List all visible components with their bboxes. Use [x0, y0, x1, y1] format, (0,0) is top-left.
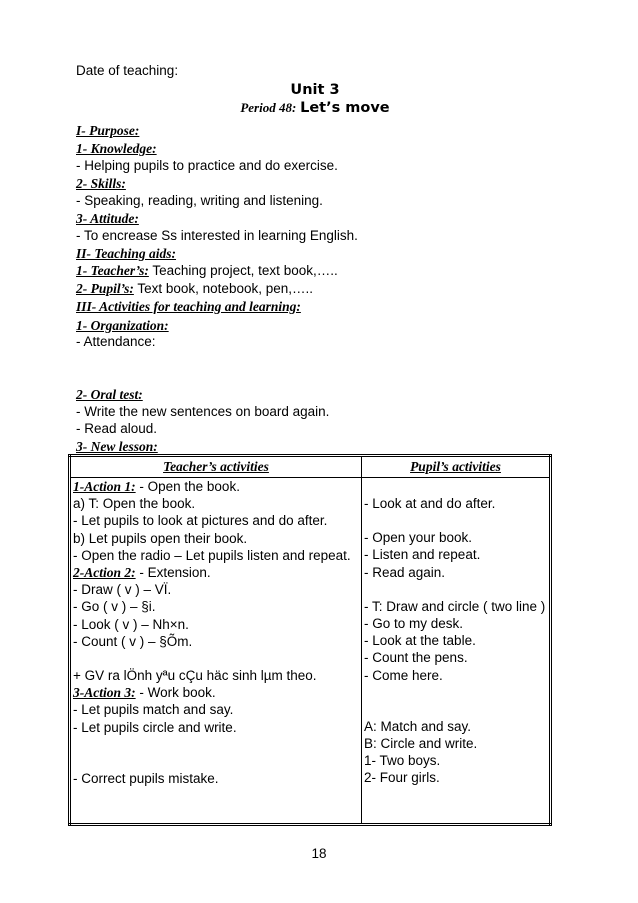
teacher-line: - Go ( v ) – §i. — [73, 599, 156, 615]
pupil-line: B: Circle and write. — [364, 736, 478, 752]
activities-heading: III- Activities for teaching and learning: — [76, 299, 301, 314]
organization-heading: 1- Organization: — [76, 318, 169, 333]
pupil-line: A: Match and say. — [364, 718, 472, 734]
pupils-aids — [76, 280, 313, 297]
aids-heading: II- Teaching aids: — [76, 246, 177, 261]
skills-heading: 2- Skills: — [76, 176, 126, 191]
pupils-text: Text book, notebook, pen,….. — [133, 281, 313, 296]
teacher-column-header: Teacher’s activities — [70, 456, 362, 478]
blank-line — [73, 736, 359, 770]
attitude-heading: 3- Attitude: — [76, 211, 139, 226]
action-1-line — [73, 478, 359, 495]
table-header-row — [70, 456, 551, 478]
pupil-line: - Open your book. — [364, 530, 473, 546]
teacher-line: a) T: Open the book. — [73, 496, 196, 512]
teacher-line: - Let pupils match and say. — [73, 702, 234, 718]
knowledge-heading: 1- Knowledge: — [76, 141, 157, 156]
teacher-line: - Let pupils to look at pictures and do after. — [73, 513, 328, 529]
teacher-line: - Count ( v ) – §Õm. — [73, 633, 193, 649]
activities-table — [68, 454, 552, 826]
blank-line — [73, 650, 359, 667]
action-3-text: - Work book. — [135, 685, 216, 701]
teacher-line: - Look ( v ) – Nh×n. — [73, 616, 189, 632]
pupil-line: - Look at and do after. — [364, 496, 496, 511]
action-2-label: 2-Action 2: — [73, 565, 136, 581]
blank-line — [364, 684, 547, 718]
new-lesson-heading: 3- New lesson: — [76, 439, 158, 454]
teachers-aids — [76, 262, 338, 279]
action-3-line — [73, 684, 359, 701]
blank-line — [364, 581, 547, 598]
action-1-label: 1-Action 1: — [73, 479, 136, 494]
teacher-activities-cell — [70, 478, 362, 825]
date-label: Date of teaching: — [76, 63, 179, 78]
period-name: Let’s move — [300, 100, 390, 116]
action-1-text: - Open the book. — [135, 479, 240, 494]
purpose-heading: I- Purpose: — [76, 123, 140, 138]
pupil-line: - Read again. — [364, 564, 446, 580]
teacher-line: - Open the radio – Let pupils listen and repeat. — [73, 547, 351, 563]
page-number: 18 — [311, 846, 327, 861]
oral-heading: 2- Oral test: — [76, 387, 143, 402]
pupil-activities-cell — [362, 478, 551, 825]
pupil-line: - Listen and repeat. — [364, 547, 481, 563]
blank-line — [364, 478, 547, 495]
action-2-line — [73, 564, 359, 581]
blank-line — [364, 512, 547, 529]
pupils-label: 2- Pupil’s: — [76, 281, 134, 296]
action-2-text: - Extension. — [135, 565, 211, 581]
pupil-line: - Go to my desk. — [364, 616, 464, 632]
period-label: Period 48: — [240, 100, 297, 115]
pupil-line: - T: Draw and circle ( two line ) — [364, 598, 546, 614]
period-title — [76, 100, 554, 116]
oral-text-1: - Write the new sentences on board again. — [76, 404, 330, 419]
teacher-line: - Let pupils circle and write. — [73, 719, 237, 735]
teacher-line: - Correct pupils mistake. — [73, 770, 219, 786]
table-row — [70, 478, 551, 825]
pupil-line: 2- Four girls. — [364, 770, 440, 786]
pupil-line: - Count the pens. — [364, 650, 468, 666]
unit-title: Unit 3 — [290, 82, 340, 98]
action-3-label: 3-Action 3: — [73, 685, 136, 701]
teachers-text: Teaching project, text book,….. — [148, 263, 338, 278]
pupil-line: 1- Two boys. — [364, 753, 441, 769]
knowledge-text: - Helping pupils to practice and do exercise. — [76, 158, 338, 173]
attitude-text: - To encrease Ss interested in learning English. — [76, 228, 358, 243]
teacher-line: + GV ra lÖnh yªu cÇu häc sinh lµm theo. — [73, 668, 317, 684]
teacher-line: b) Let pupils open their book. — [73, 530, 248, 546]
pupil-line: - Look at the table. — [364, 633, 476, 649]
teachers-label: 1- Teacher’s: — [76, 263, 149, 278]
oral-text-2: - Read aloud. — [76, 421, 158, 436]
pupil-line: - Come here. — [364, 667, 443, 683]
pupil-column-header: Pupil’s activities — [362, 456, 551, 478]
skills-text: - Speaking, reading, writing and listening. — [76, 193, 323, 208]
attendance-text: - Attendance: — [76, 334, 156, 349]
teacher-line: - Draw ( v ) – VÏ. — [73, 582, 172, 598]
